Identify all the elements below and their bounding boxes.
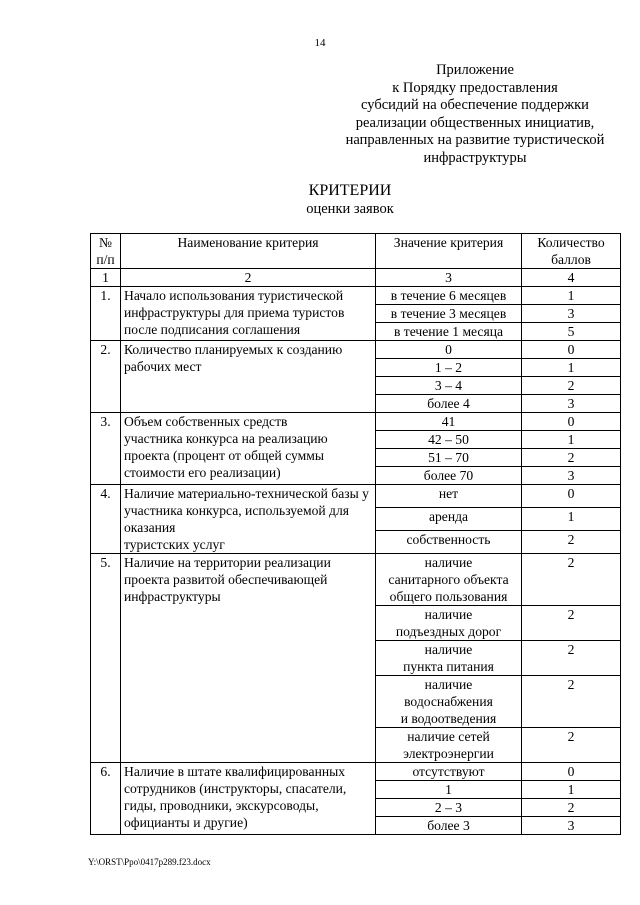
appendix-header bbox=[330, 62, 620, 168]
appendix-line: инфраструктуры bbox=[423, 149, 527, 166]
criterion-number: 2. bbox=[91, 341, 121, 413]
criterion-points: 1 bbox=[522, 431, 621, 449]
appendix-line: реализации общественных инициатив, bbox=[355, 114, 595, 131]
criterion-value: более 4 bbox=[376, 395, 522, 413]
criterion-points: 2 bbox=[522, 606, 621, 641]
criterion-name: Наличие материально-технической базы у участника конкурса, используемой для оказания туристских услуг bbox=[121, 485, 376, 554]
header-points: Количество баллов bbox=[522, 234, 621, 269]
criterion-number: 4. bbox=[91, 485, 121, 554]
criterion-value: наличие санитарного объекта общего пользования bbox=[376, 554, 522, 606]
criterion-value: наличие сетей электроэнергии bbox=[376, 728, 522, 763]
header-num: № п/п bbox=[91, 234, 121, 269]
criterion-number: 5. bbox=[91, 554, 121, 763]
criterion-points: 3 bbox=[522, 395, 621, 413]
criterion-value: более 3 bbox=[376, 817, 522, 835]
table-row bbox=[91, 287, 621, 305]
table-row bbox=[91, 485, 621, 508]
header-value: Значение критерия bbox=[376, 234, 522, 269]
criterion-points: 2 bbox=[522, 676, 621, 728]
table-row bbox=[91, 413, 621, 431]
criterion-points: 2 bbox=[522, 641, 621, 676]
criterion-points: 2 bbox=[522, 449, 621, 467]
criterion-value: более 70 bbox=[376, 467, 522, 485]
criterion-name: Наличие в штате квалифицированных сотрудников (инструкторы, спасатели, гиды, проводники, экскурсоводы, официанты и другие) bbox=[121, 763, 376, 835]
criterion-points: 2 bbox=[522, 554, 621, 606]
table-row bbox=[91, 763, 621, 781]
criterion-points: 0 bbox=[522, 341, 621, 359]
criterion-value: 2 – 3 bbox=[376, 799, 522, 817]
appendix-line: Приложение bbox=[436, 62, 514, 78]
criterion-name: Начало использования туристической инфраструктуры для приема туристов после подписания соглашения bbox=[121, 287, 376, 341]
criterion-value: аренда bbox=[376, 508, 522, 531]
criterion-name: Наличие на территории реализации проекта развитой обеспечивающей инфраструктуры bbox=[121, 554, 376, 763]
criterion-points: 0 bbox=[522, 485, 621, 508]
criterion-points: 1 bbox=[522, 287, 621, 305]
criterion-points: 0 bbox=[522, 413, 621, 431]
criterion-value: собственность bbox=[376, 531, 522, 554]
criterion-value: 41 bbox=[376, 413, 522, 431]
criterion-value: в течение 3 месяцев bbox=[376, 305, 522, 323]
criterion-points: 0 bbox=[522, 763, 621, 781]
criterion-value: 1 – 2 bbox=[376, 359, 522, 377]
index-cell: 3 bbox=[376, 269, 522, 287]
criterion-value: 51 – 70 bbox=[376, 449, 522, 467]
document-subtitle: оценки заявок bbox=[306, 201, 394, 217]
table-header-row bbox=[91, 234, 621, 269]
index-cell: 4 bbox=[522, 269, 621, 287]
appendix-line: к Порядку предоставления bbox=[392, 79, 558, 96]
criterion-points: 2 bbox=[522, 799, 621, 817]
criterion-points: 3 bbox=[522, 305, 621, 323]
index-cell: 2 bbox=[121, 269, 376, 287]
criterion-value: в течение 6 месяцев bbox=[376, 287, 522, 305]
criterion-points: 5 bbox=[522, 323, 621, 341]
criterion-value: 42 – 50 bbox=[376, 431, 522, 449]
criterion-points: 2 bbox=[522, 531, 621, 554]
criterion-points: 2 bbox=[522, 377, 621, 395]
criterion-value: наличие пункта питания bbox=[376, 641, 522, 676]
appendix-line: субсидий на обеспечение поддержки bbox=[361, 97, 589, 114]
criterion-points: 2 bbox=[522, 728, 621, 763]
file-path-footer: Y:\ORST\Ppo\0417p289.f23.docx bbox=[88, 857, 211, 867]
criterion-value: отсутствуют bbox=[376, 763, 522, 781]
document-title: КРИТЕРИИ bbox=[308, 182, 392, 199]
page-number: 14 bbox=[314, 37, 326, 49]
table-index-row bbox=[91, 269, 621, 287]
criterion-number: 6. bbox=[91, 763, 121, 835]
criterion-points: 3 bbox=[522, 467, 621, 485]
header-name: Наименование критерия bbox=[121, 234, 376, 269]
criteria-table bbox=[90, 233, 621, 835]
appendix-line: направленных на развитие туристической bbox=[345, 132, 605, 149]
criterion-points: 1 bbox=[522, 508, 621, 531]
criterion-value: в течение 1 месяца bbox=[376, 323, 522, 341]
criterion-value: 3 – 4 bbox=[376, 377, 522, 395]
criterion-number: 3. bbox=[91, 413, 121, 485]
index-cell: 1 bbox=[91, 269, 121, 287]
criterion-value: наличие водоснабжения и водоотведения bbox=[376, 676, 522, 728]
criterion-points: 1 bbox=[522, 781, 621, 799]
table-row bbox=[91, 341, 621, 359]
criterion-name: Объем собственных средств участника конкурса на реализацию проекта (процент от общей суммы стоимости его реализации) bbox=[121, 413, 376, 485]
table-row bbox=[91, 554, 621, 606]
criterion-value: 1 bbox=[376, 781, 522, 799]
criterion-points: 1 bbox=[522, 359, 621, 377]
criterion-value: нет bbox=[376, 485, 522, 508]
criterion-number: 1. bbox=[91, 287, 121, 341]
criterion-points: 3 bbox=[522, 817, 621, 835]
criterion-value: наличие подъездных дорог bbox=[376, 606, 522, 641]
criterion-name: Количество планируемых к созданию рабочих мест bbox=[121, 341, 376, 413]
criterion-value: 0 bbox=[376, 341, 522, 359]
